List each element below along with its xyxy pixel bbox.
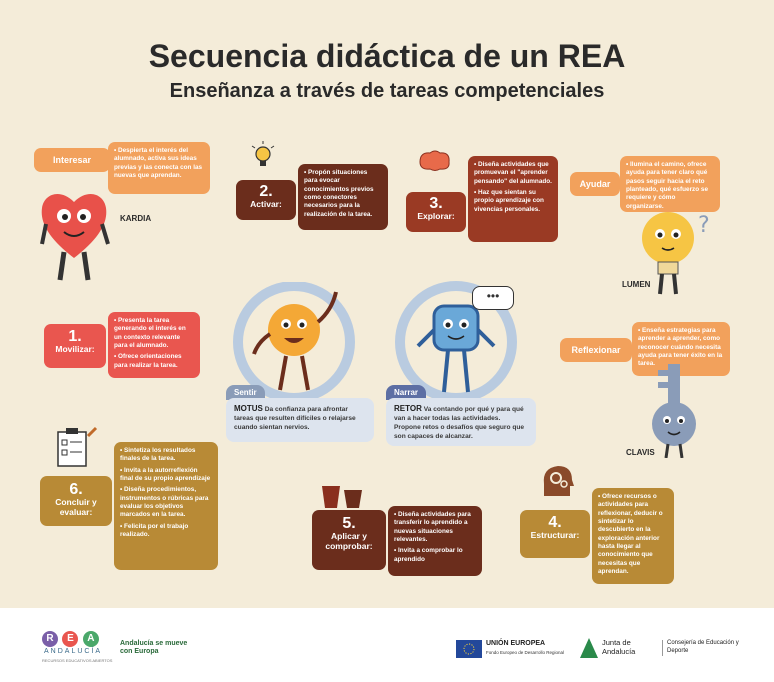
movilizar-number: 1. [68,328,82,345]
reflexionar-item: • Enseña estrategias para aprender a aprender, como reconocer cuándo necesita ayuda para tener éxito en la tarea. [638,327,723,368]
footer [0,608,774,682]
ayudar-label: Ayudar [570,172,620,196]
activar-card [298,164,388,230]
movilizar-item: • Presenta la tarea generando el interés en un contexto relevante para el alumnado. [114,317,186,349]
concluir-label [40,476,112,526]
page-subtitle: Enseñanza a través de tareas competenciales [169,80,605,102]
concluir-number: 6. [69,481,83,498]
junta-text: Junta de Andalucía [602,638,636,656]
aplicar-title: Aplicar y comprobar: [325,531,373,551]
estructurar-title: Estructurar: [530,530,580,540]
motus-description [226,398,374,442]
activar-label [236,180,296,220]
activar-item: • Propón situaciones para evocar conocimientos previos como conectores necesarios para la realización de la tarea. [304,169,374,218]
eu-flag-icon [456,640,482,658]
rea-logo: R E A [42,628,99,647]
movilizar-label [44,324,106,368]
estructurar-item: • Ofrece recursos o actividades para reflexionar, deducir o sintetizar lo descubierto en la exploración anterior hasta llegar al conocimiento que necesitas que aprendan. [598,493,663,575]
aplicar-label [312,510,386,570]
motus-name: MOTUS [234,404,263,413]
explorar-item: • Haz que sientan su propio aprendizaje con vivencias personales. [474,188,544,213]
concluir-item: • Diseña procedimientos, instrumentos o rúbricas para evaluar los objetivos marcados en la tarea. [120,486,209,519]
clavis-key-character [644,362,704,458]
rea-tag: RECURSOS EDUCATIVOS ABIERTOS [42,658,113,663]
estructurar-card [592,488,674,584]
svg-text:?: ? [698,213,710,238]
interesar-card [108,142,210,194]
explorar-card [468,156,558,242]
clipboard-checklist-icon [52,426,100,470]
kardia-heart-character [38,180,110,288]
retor-name: RETOR [394,404,422,413]
concluir-card [114,442,218,570]
concluir-item: • Sintetiza los resultados finales de la tarea. [120,447,196,463]
aplicar-number: 5. [342,515,356,532]
rea-sub: ANDALUCÍA [44,648,103,655]
eu-fund: Fondo Europeo de Desarrollo Regional [486,650,565,655]
page-title: Secuencia didáctica de un REA [148,38,626,74]
kardia-name: KARDIA [120,214,152,223]
buckets-icon [318,478,368,510]
motus-text: Da confianza para afrontar tareas que resulten difíciles o relajarse cuando sientan nervios. [234,406,356,431]
brain-icon [416,148,454,172]
explorar-number: 3. [429,195,443,212]
concluir-title: Concluir y evaluar: [55,497,97,517]
clavis-name: CLAVIS [626,448,655,457]
concluir-item: • Felicita por el trabajo realizado. [120,522,189,538]
movilizar-card [108,312,200,378]
interesar-label: Interesar [34,148,110,172]
estructurar-label [520,510,590,558]
aplicar-item: • Diseña actividades para transferir lo aprendido a nuevas situaciones relevantes. [394,511,471,543]
movilizar-title: Movilizar: [55,344,95,354]
ayudar-card [620,156,720,212]
retor-text: Va contando por qué y para qué van a hacer todas las actividades. Propone retos o desafíos que seguro que son capaces de alcanzar. [394,406,525,440]
junta-logo-icon [578,636,600,660]
explorar-label [406,192,466,232]
estructurar-number: 4. [548,514,562,531]
aplicar-item: • Invita a comprobar lo aprendido [394,547,463,563]
lightbulb-icon [248,140,278,170]
head-gears-icon [538,462,576,502]
explorar-item: • Diseña actividades que promuevan el "aprender pensando" del alumnado. [474,161,552,185]
speech-bubble-icon: ••• [472,286,514,310]
eu-title: UNIÓN EUROPEA [486,640,546,647]
consejeria-text: Consejería de Educación y Deporte [662,640,747,656]
sentir-tag: Sentir [226,385,265,400]
retor-description [386,398,536,446]
narrar-tag: Narrar [386,385,426,400]
motus-sun-character [232,282,362,402]
activar-title: Activar: [250,199,282,209]
lumen-name: LUMEN [622,280,651,289]
interesar-item: • Despierta el interés del alumnado, activa sus ideas previas y las conecta con las nuevas que aprendan. [114,147,203,179]
ayudar-item: • Ilumina el camino, ofrece ayuda para tener claro qué pasos seguir hacia el reto planteado, qué esfuerzo se requiere y cómo organizarse. [626,161,709,210]
movilizar-item: • Ofrece orientaciones para realizar la tarea. [114,353,182,369]
explorar-title: Explorar: [417,211,455,221]
concluir-item: • Invita a la autorreflexión final de su propio aprendizaje [120,466,211,482]
aplicar-card [388,506,482,576]
reflexionar-label: Reflexionar [560,338,632,362]
andalucia-europa-logo: Andalucía se mueve con Europa [120,640,188,656]
activar-number: 2. [259,183,273,200]
